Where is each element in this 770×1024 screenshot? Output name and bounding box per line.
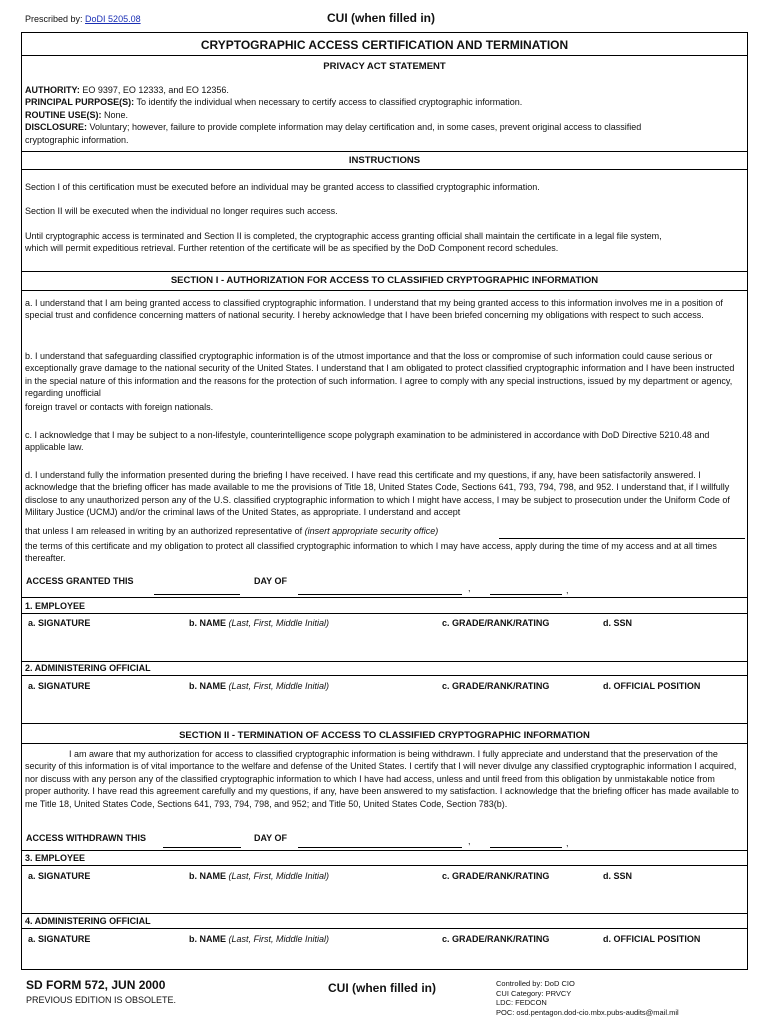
- privacy-heading: PRIVACY ACT STATEMENT: [323, 61, 446, 72]
- poc-email: POC: osd.pentagon.dod-cio.mbx.pubs-audits@mail.mil: [496, 1007, 679, 1017]
- section1-d: d. I understand fully the information presented during the briefing I have received. I have read this certificate and my questions, if any, have been satisfactorily answered. I acknowledge that the briefing officer has made available to me the provisions of Title 18, United States Code, Sections 641, 793, 794, 798, and 952. I understand that, if I willfully disclose to any unauthorized person any of the U.S. classified cryptographic information to which I might have access, I may be subject to prosecution under the Uniform Code of Military Justice (UCMJ) and/or the criminal laws of the United States, as appropriate. I understand and accept: [25, 470, 730, 518]
- employee1-name-label: b. NAME (Last, First, Middle Initial): [189, 618, 330, 628]
- employee1-signature-label: a. SIGNATURE: [28, 618, 91, 628]
- access-withdrawn-month-field[interactable]: [298, 847, 462, 848]
- prescribed-by: [25, 14, 141, 24]
- section1-c: c. I acknowledge that I may be subject to a non-lifestyle, counterintelligence scope polygraph examination to be administered in accordance with DoD Directive 5210.48 and applicable law.: [25, 430, 710, 453]
- form-body: [21, 32, 748, 970]
- employee1-ssn-label: d. SSN: [603, 618, 633, 628]
- employee3-name-label: b. NAME (Last, First, Middle Initial): [189, 871, 330, 881]
- section1-b2: foreign travel or contacts with foreign nationals.: [25, 402, 214, 412]
- employee3-heading: 3. EMPLOYEE: [25, 853, 86, 863]
- prescribed-link[interactable]: DoDI 5205.08: [85, 14, 141, 24]
- access-granted-year-field[interactable]: [490, 594, 562, 595]
- admin2-name-label: b. NAME (Last, First, Middle Initial): [189, 681, 330, 691]
- cui-top-banner: CUI (when filled in): [327, 11, 435, 25]
- cui-category: CUI Category: PRVCY: [496, 988, 572, 998]
- access-withdrawn-label: ACCESS WITHDRAWN THIS: [26, 833, 146, 843]
- employee1-heading: 1. EMPLOYEE: [25, 601, 86, 611]
- employee3-signature-field[interactable]: [22, 883, 182, 913]
- prescribed-label: Prescribed by:: [25, 14, 83, 24]
- access-granted-month-field[interactable]: [298, 594, 462, 595]
- cui-designation-block: [496, 979, 679, 1017]
- admin4-position-label: d. OFFICIAL POSITION: [603, 934, 701, 944]
- section1-a: a. I understand that I am being granted access to classified cryptographic information. I understand that my being granted access to this information involves me in a position of special trust and confidence concerning matters of national security. I hereby acknowledge that I have been briefed concerning my obligations with respect to such access.: [25, 298, 723, 321]
- employee3-signature-label: a. SIGNATURE: [28, 871, 91, 881]
- section2-text: I am aware that my authorization for access to classified cryptographic information is being withdrawn. I fully appreciate and understand that the preservation of the security of this information is of vital importance to the welfare and defense of the United States. I certify that I will never divulge any classified cryptographic information I acquired, nor discuss with any person any of the classified cryptographic information to which I have had access, unless and until freed from this obligation by unmistakable notice from proper authority. I have read this agreement carefully and my questions, if any, have been answered to my satisfaction. I acknowledge that the briefing officer has made available to me Title 18, United States Code, Sections 641, 793, 794, 798, and 952; and Title 50, United States Code, Section 783(b).: [25, 749, 739, 809]
- employee3-grade-label: c. GRADE/RANK/RATING: [442, 871, 550, 881]
- admin2-signature-field[interactable]: [22, 693, 182, 723]
- admin4-name-label: b. NAME (Last, First, Middle Initial): [189, 934, 330, 944]
- access-granted-day-field[interactable]: [154, 594, 240, 595]
- instructions-p3: Until cryptographic access is terminated and Section II is completed, the cryptographic access granting official shall maintain the certificate in a legal file system, which will permit expeditious retrieval. Further retention of the certificate will be as specified by the DoD Component record schedules.: [25, 231, 662, 254]
- section1-heading: SECTION I - AUTHORIZATION FOR ACCESS TO CLASSIFIED CRYPTOGRAPHIC INFORMATION: [170, 275, 599, 286]
- obsolete-notice: PREVIOUS EDITION IS OBSOLETE.: [26, 995, 177, 1005]
- employee1-grade-label: c. GRADE/RANK/RATING: [442, 618, 550, 628]
- instructions-p2: Section II will be executed when the individual no longer requires such access.: [25, 206, 338, 216]
- access-granted-label: ACCESS GRANTED THIS: [26, 576, 134, 586]
- section1-b: b. I understand that safeguarding classified cryptographic information is of the utmost importance and that the loss or compromise of such information could cause serious or exceptionally grave damage to the national security of the United States. I understand that I am obligated to protect classified cryptographic information and I have been instructed in the special nature of this information and the reasons for the protection of such information. I agree to comply with any special instructions, issued by my department or agency, regarding unofficial: [25, 351, 735, 399]
- instructions-p1: Section I of this certification must be executed before an individual may be granted access to classified cryptographic information.: [25, 182, 540, 192]
- form-id: SD FORM 572, JUN 2000: [26, 978, 166, 992]
- access-withdrawn-day-field[interactable]: [163, 847, 241, 848]
- section1-d2: that unless I am released in writing by an authorized representative of (insert appropriate security office): [25, 526, 439, 536]
- privacy-statement: AUTHORITY: EO 9397, EO 12333, and EO 12356. PRINCIPAL PURPOSE(S): To identify the individual when necessary to certify access to classified cryptographic information. ROUTINE USE(S): None. DISCLOSURE: Voluntary; however, failure to provide complete information may delay certification and, in some cases, prevent original access to classified cryptographic information.: [25, 85, 642, 145]
- admin4-signature-label: a. SIGNATURE: [28, 934, 91, 944]
- instructions-heading: INSTRUCTIONS: [348, 155, 421, 166]
- admin2-position-label: d. OFFICIAL POSITION: [603, 681, 701, 691]
- access-withdrawn-year-field[interactable]: [490, 847, 562, 848]
- admin2-grade-label: c. GRADE/RANK/RATING: [442, 681, 550, 691]
- form-title: CRYPTOGRAPHIC ACCESS CERTIFICATION AND TERMINATION: [200, 38, 569, 52]
- security-office-field[interactable]: [499, 538, 745, 539]
- section2-heading: SECTION II - TERMINATION OF ACCESS TO CLASSIFIED CRYPTOGRAPHIC INFORMATION: [179, 730, 590, 741]
- admin2-heading: 2. ADMINISTERING OFFICIAL: [25, 663, 151, 673]
- admin4-grade-label: c. GRADE/RANK/RATING: [442, 934, 550, 944]
- comma-1: ,: [468, 583, 471, 593]
- cui-bottom-banner: CUI (when filled in): [328, 981, 436, 995]
- admin2-signature-label: a. SIGNATURE: [28, 681, 91, 691]
- employee3-ssn-label: d. SSN: [603, 871, 633, 881]
- employee1-signature-field[interactable]: [22, 630, 182, 660]
- controlled-by: Controlled by: DoD CIO: [496, 979, 575, 988]
- day-of-label: DAY OF: [254, 576, 288, 586]
- admin4-heading: 4. ADMINISTERING OFFICIAL: [25, 916, 151, 926]
- section1-d3: the terms of this certificate and my obligation to protect all classified cryptographic information to which I may have access, apply during the time of my access and at all times thereafter.: [25, 541, 717, 564]
- comma-3: ,: [468, 836, 471, 846]
- day-of-label-2: DAY OF: [254, 833, 288, 843]
- comma-4: ,: [566, 838, 569, 848]
- ldc: LDC: FEDCON: [496, 998, 547, 1008]
- admin4-signature-field[interactable]: [22, 946, 182, 968]
- comma-2: ,: [566, 585, 569, 595]
